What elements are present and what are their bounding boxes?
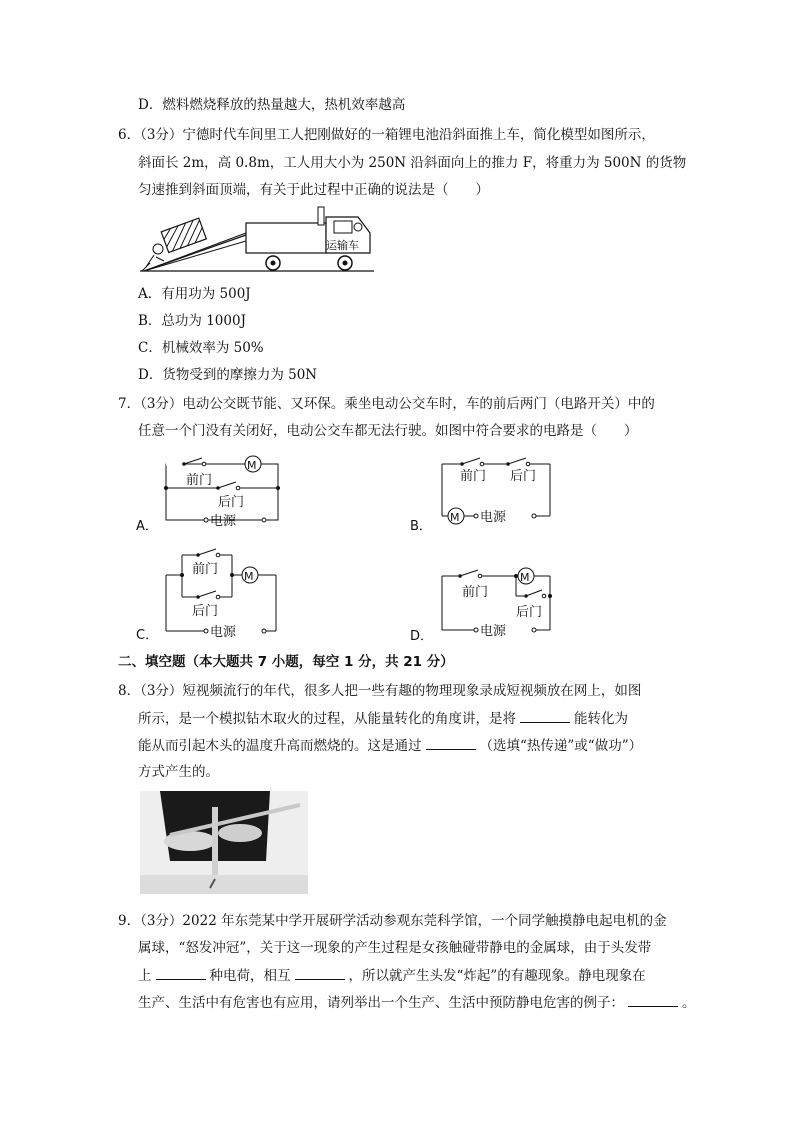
q8-drill-fire-photo <box>140 791 308 894</box>
q8-blank-1[interactable] <box>520 708 570 723</box>
q6-incline-truck-figure <box>138 205 378 277</box>
svg-text:电源: 电源 <box>480 624 507 639</box>
q8-stem-line2: 所示，是一个模拟钻木取火的过程，从能量转化的角度讲，是将 能转化为 <box>138 708 628 729</box>
circuit-d <box>410 560 570 644</box>
svg-text:电源: 电源 <box>480 510 507 525</box>
svg-text:前门: 前门 <box>460 469 487 484</box>
circuit-a-label: A． <box>136 519 158 534</box>
svg-text:前门: 前门 <box>192 562 219 577</box>
q9-blank-2[interactable] <box>295 965 345 980</box>
q9-stem-line2: 属球，“怒发冲冠”，关于这一现象的产生过程是女孩触碰带静电的金属球，由于头发带 <box>138 940 652 956</box>
q6-stem-line1: 6．（3分）宁德时代车间里工人把刚做好的一箱锂电池沿斜面推上车，简化模型如图所示， <box>118 127 655 143</box>
svg-text:M: M <box>450 511 460 524</box>
q8-stem-line3: 能从而引起木头的温度升高而燃烧的。这是通过 （选填“热传递”或“做功”） <box>138 735 642 756</box>
q5-option-d: D．燃料燃烧释放的热量越大，热机效率越高 <box>138 97 406 113</box>
q8-stem-line1: 8．（3分）短视频流行的年代，很多人把一些有趣的物理现象录成短视频放在网上，如图 <box>118 683 642 699</box>
svg-text:后门: 后门 <box>510 469 537 484</box>
circuit-a <box>136 450 296 534</box>
q6-stem-line3: 匀速推到斜面顶端，有关于此过程中正确的说法是（ ） <box>138 182 489 198</box>
circuit-b-label: B． <box>410 519 432 534</box>
svg-text:前门: 前门 <box>462 585 489 600</box>
q9-blank-3[interactable] <box>628 992 678 1007</box>
q7-stem-line2: 任意一个门没有关闭好，电动公交车都无法行驶。如图中符合要求的电路是（ ） <box>138 423 638 439</box>
q6-option-c: C．机械效率为 50% <box>138 340 264 356</box>
q6-stem-line2: 斜面长 2m，高 0.8m，工人用大小为 250N 沿斜面向上的推力 F，将重力为 500N 的货物 <box>138 155 687 171</box>
q6-option-a: A．有用功为 500J <box>138 286 251 302</box>
circuit-c <box>136 545 296 643</box>
svg-text:M: M <box>244 570 254 583</box>
q8-stem-line4: 方式产生的。 <box>138 764 219 780</box>
q9-stem-line1: 9．（3分）2022 年东莞某中学开展研学活动参观东莞科学馆，一个同学触摸静电起电机的金 <box>118 913 667 929</box>
truck-label: 运输车 <box>326 239 359 252</box>
circuit-c-label: C． <box>136 628 159 643</box>
q9-blank-1[interactable] <box>156 965 206 980</box>
svg-text:M: M <box>520 571 530 584</box>
svg-text:前门: 前门 <box>186 473 213 488</box>
svg-text:电源: 电源 <box>210 625 237 640</box>
section-2-heading: 二、填空题（本大题共 7 小题，每空 1 分，共 21 分） <box>118 654 454 670</box>
q6-option-d: D．货物受到的摩擦力为 50N <box>138 367 318 383</box>
svg-text:后门: 后门 <box>516 605 543 620</box>
q9-stem-line4: 生产、生活中有危害也有应用，请列举出一个生产、生活中预防静电危害的例子： 。 <box>138 992 696 1013</box>
q6-option-b: B．总功为 1000J <box>138 313 246 329</box>
q7-stem-line1: 7．（3分）电动公交既节能、又环保。乘坐电动公交车时，车的前后两门（电路开关）中的 <box>118 396 655 412</box>
circuit-b <box>410 450 570 534</box>
svg-text:M: M <box>247 459 257 472</box>
svg-text:后门: 后门 <box>192 604 219 619</box>
worker-icon <box>153 244 163 254</box>
circuit-d-label: D． <box>410 629 434 644</box>
svg-text:电源: 电源 <box>210 514 237 529</box>
q8-blank-2[interactable] <box>426 735 476 750</box>
svg-text:后门: 后门 <box>218 495 245 510</box>
q9-stem-line3: 上 种电荷，相互 ，所以就产生头发“炸起”的有趣现象。静电现象在 <box>138 965 646 986</box>
